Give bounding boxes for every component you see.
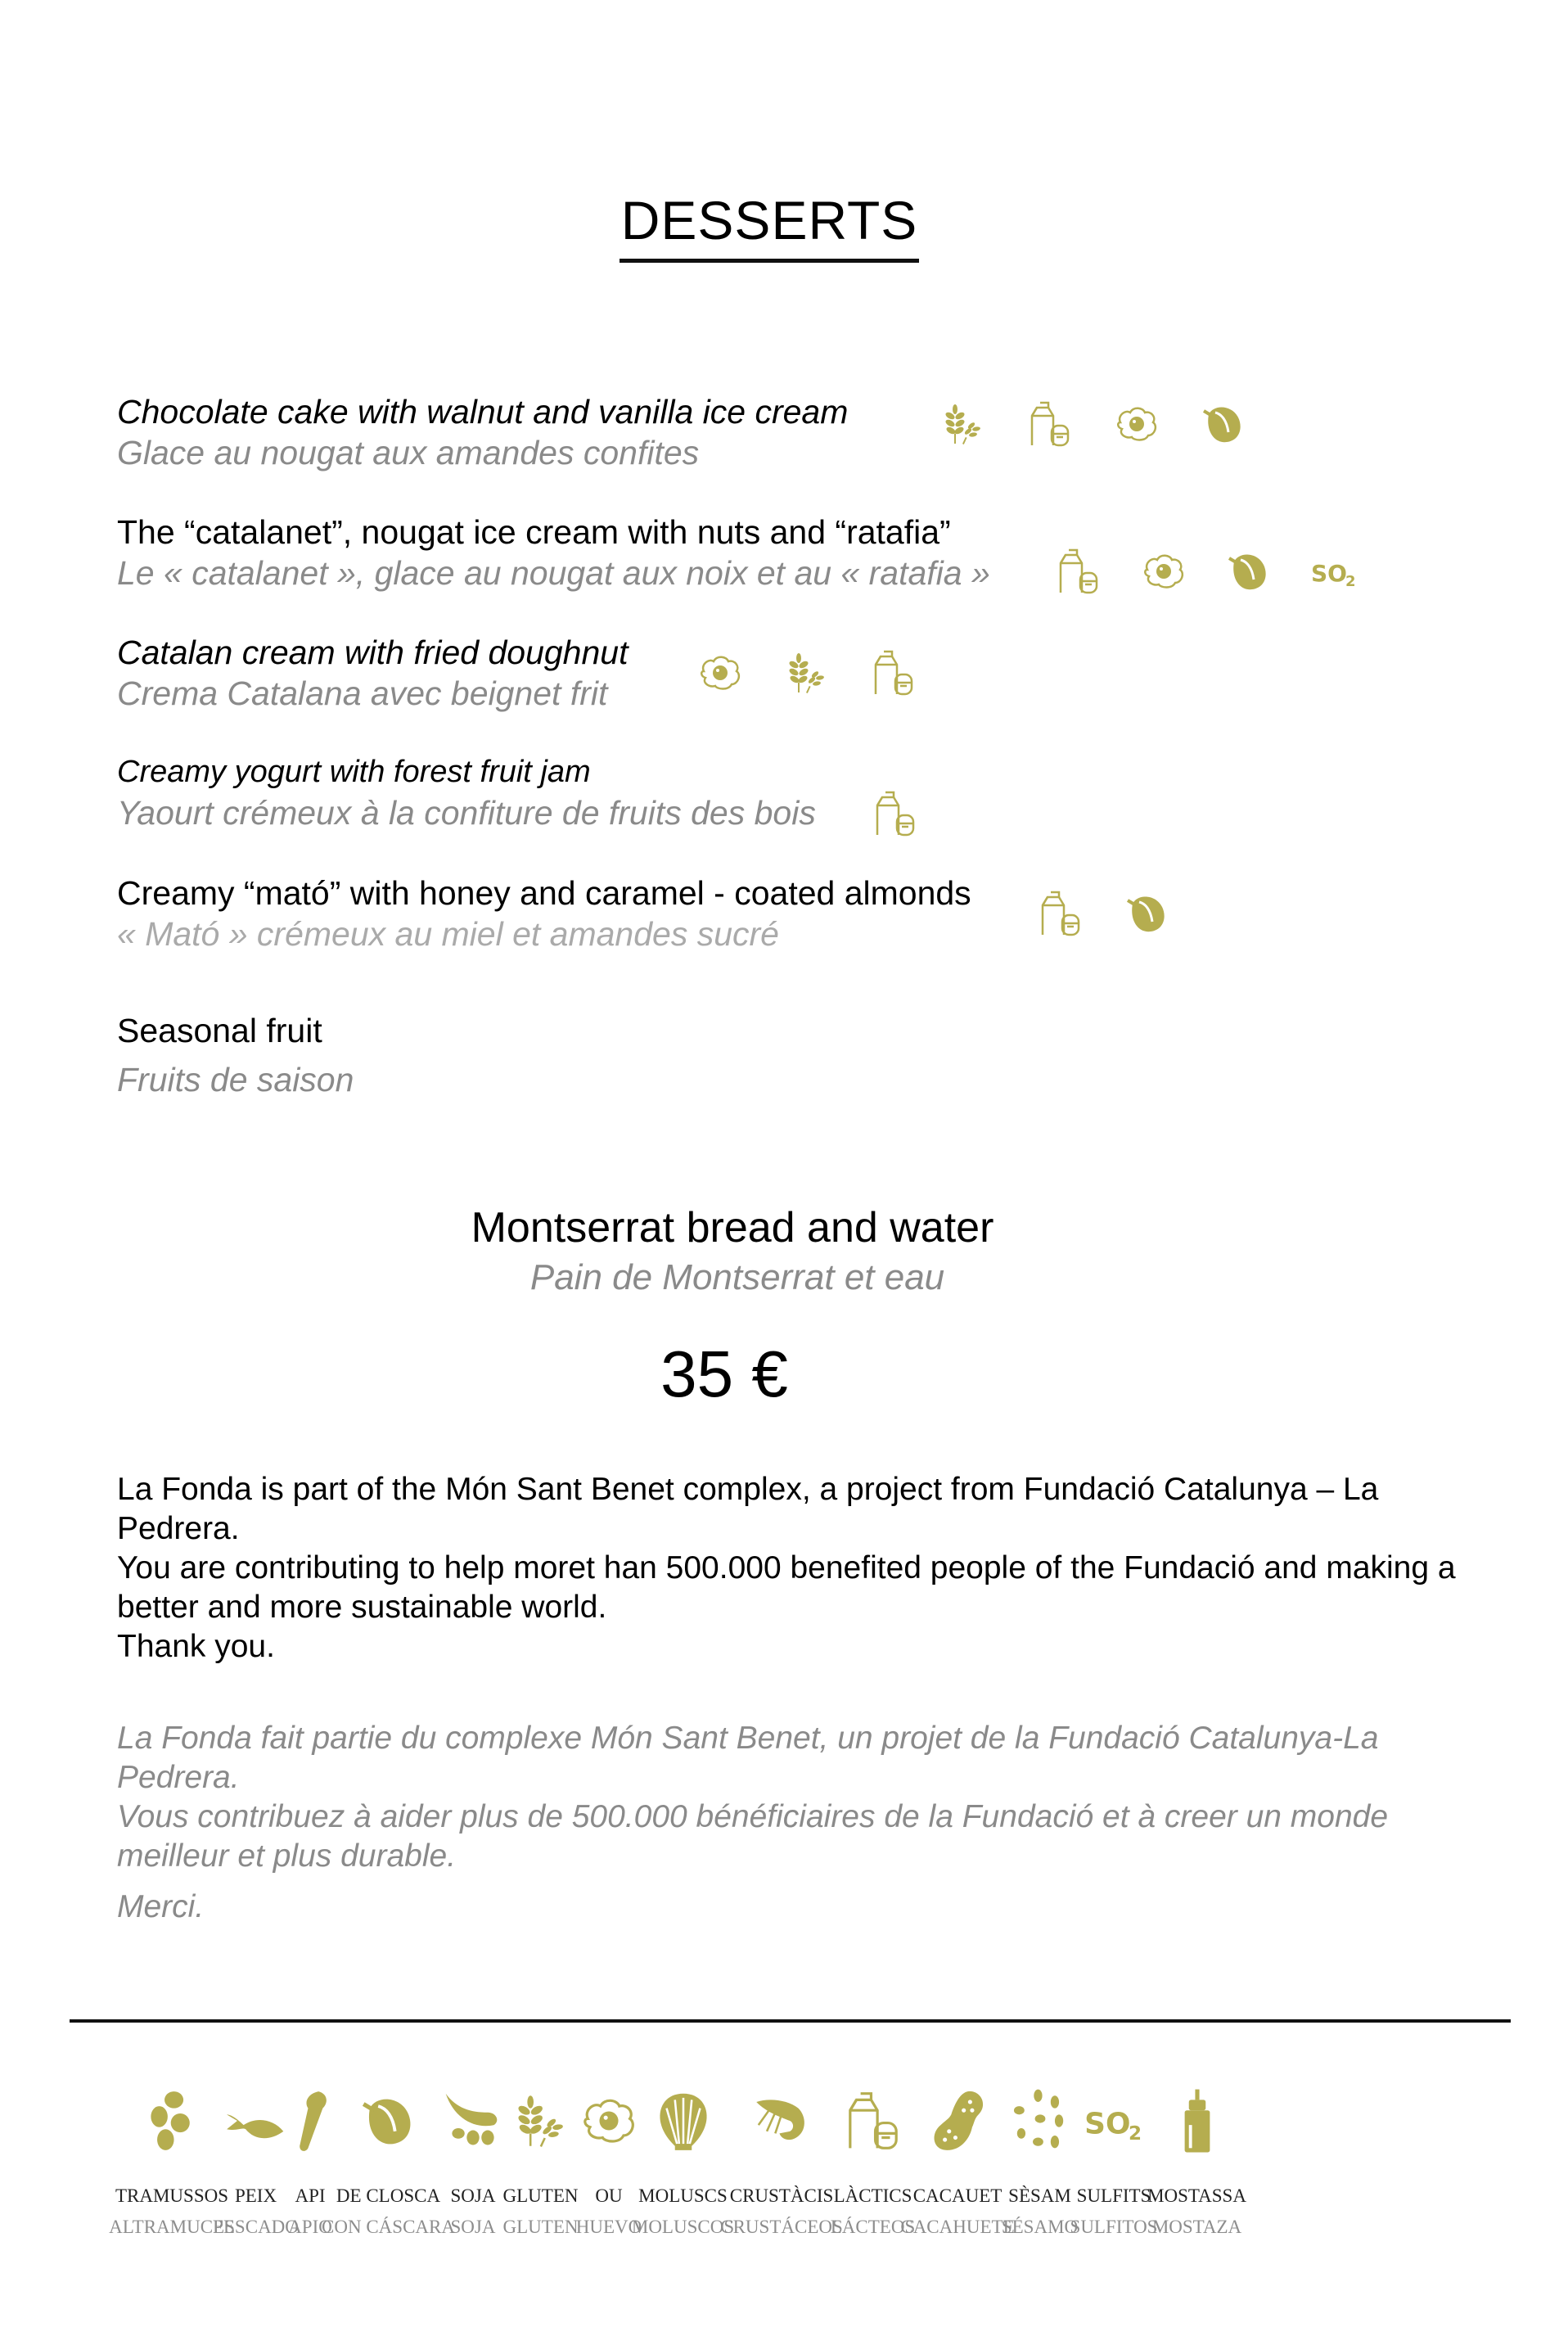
menu-item <box>117 873 971 954</box>
egg-icon <box>575 2087 642 2154</box>
item-name: Creamy “mató” with honey and caramel - coated almonds <box>117 874 971 912</box>
info-line: Vous contribuez à aider plus de 500.000 bénéficiaires de la Fundació et à creer un monde meilleur et plus durable. <box>117 1799 1389 1874</box>
menu-price: 35 € <box>660 1337 788 1410</box>
allergen-name-spanish: LÁCTEOS <box>830 2217 916 2237</box>
svg-text:2: 2 <box>1345 573 1356 590</box>
egg-icon <box>1111 398 1163 450</box>
item-translation: Crema Catalana avec beignet frit <box>117 674 608 712</box>
soy-icon <box>439 2087 507 2154</box>
mustard-icon <box>1164 2087 1231 2154</box>
allergen-legend-item <box>447 2079 499 2238</box>
info-line: La Fonda is part of the Món Sant Benet complex, a project from Fundació Catalunya – La Pedrera. <box>117 1472 1379 1546</box>
menu-item <box>117 512 990 593</box>
info-line: Thank you. <box>117 1629 275 1664</box>
info-french <box>117 1719 1508 1927</box>
allergen-name-spanish: ALTRAMUCES <box>109 2217 235 2237</box>
item-name: The “catalanet”, nougat ice cream with nuts and “ratafia” <box>117 513 951 551</box>
item-translation: Le « catalanet », glace au nougat aux noix et au « ratafia » <box>117 554 990 592</box>
allergen-name-spanish: MOLUSCOS <box>631 2217 735 2237</box>
allergen-name-catalan: OU <box>595 2185 623 2206</box>
allergen-legend-item <box>213 2079 299 2238</box>
nuts-icon <box>1197 398 1250 450</box>
dairy-icon <box>1034 887 1087 940</box>
allergen-name-spanish: CRUSTÁCEOS <box>720 2217 843 2237</box>
sulphites-icon <box>1080 2087 1147 2154</box>
item-translation: Yaourt crémeux à la confiture de fruits des bois <box>117 794 816 832</box>
celery-icon <box>277 2087 344 2154</box>
item-allergens <box>937 398 1250 450</box>
menu-item <box>117 391 848 473</box>
menu-item <box>117 1010 354 1100</box>
info-line: You are contributing to help moret han 500.000 benefited people of the Fundació and making a better and more sustainable world. <box>117 1550 1456 1625</box>
info-english <box>117 1470 1508 1667</box>
svg-text:SO: SO <box>1084 2107 1131 2141</box>
allergen-legend-item <box>575 2079 642 2238</box>
allergen-name-spanish: APIO <box>288 2217 332 2237</box>
item-translation: Glace au nougat aux amandes confites <box>117 434 700 471</box>
menu-item <box>117 751 816 833</box>
nuts-icon <box>355 2087 422 2154</box>
allergen-name-catalan: CRUSTÀCIS <box>729 2185 834 2206</box>
allergen-legend-item <box>1001 2079 1079 2238</box>
dairy-icon <box>1052 545 1105 598</box>
allergen-legend-item <box>830 2079 916 2238</box>
allergen-name-spanish: PESCADO <box>213 2217 299 2237</box>
allergen-name-spanish: CACAHUETE <box>900 2217 1015 2237</box>
allergen-name-spanish: SULFITOS <box>1070 2217 1158 2237</box>
item-translation: « Mató » crémeux au miel et amandes sucré <box>117 915 779 953</box>
allergen-name-catalan: DE CLOSCA <box>336 2185 441 2206</box>
divider <box>70 2019 1511 2023</box>
dairy-icon <box>840 2087 907 2154</box>
gluten-icon <box>507 2087 574 2154</box>
allergen-legend-item <box>288 2079 332 2238</box>
allergen-name-catalan: GLUTEN <box>502 2185 579 2206</box>
peanut-icon <box>924 2087 991 2154</box>
sulphites-icon <box>1308 545 1360 598</box>
item-allergens <box>869 787 921 840</box>
bread-and-price <box>0 1202 1465 1419</box>
sesame-icon <box>1007 2087 1074 2154</box>
allergen-name-spanish: CON CÁSCARA <box>322 2217 455 2237</box>
item-allergens <box>694 647 920 699</box>
bread-title: Montserrat bread and water <box>471 1204 994 1252</box>
item-name: Chocolate cake with walnut and vanilla ice cream <box>117 393 849 431</box>
allergen-legend <box>109 2079 1514 2238</box>
allergen-name-spanish: SOJA <box>450 2217 496 2237</box>
nuts-icon <box>1121 887 1174 940</box>
allergen-name-catalan: CACAUET <box>912 2185 1003 2206</box>
title-text: DESSERTS <box>620 185 920 263</box>
egg-icon <box>694 647 746 699</box>
allergen-name-spanish: GLUTEN <box>502 2217 579 2237</box>
item-allergens <box>1052 545 1360 598</box>
svg-text:SO: SO <box>1311 560 1347 587</box>
allergen-legend-item <box>720 2079 843 2238</box>
menu-item <box>117 632 628 714</box>
gluten-icon <box>937 398 989 450</box>
allergen-name-catalan: SULFITS <box>1076 2185 1151 2206</box>
info-line: La Fonda fait partie du complexe Món Sant Benet, un projet de la Fundació Catalunya-La Pedrera. <box>117 1721 1379 1795</box>
allergen-name-catalan: API <box>295 2185 326 2206</box>
allergen-name-catalan: MOSTASSA <box>1147 2185 1246 2206</box>
item-name: Creamy yogurt with forest fruit jam <box>117 755 591 789</box>
allergen-legend-item <box>322 2079 455 2238</box>
allergen-legend-item <box>1070 2079 1158 2238</box>
allergen-name-catalan: PEIX <box>234 2185 277 2206</box>
allergen-legend-item <box>900 2079 1015 2238</box>
svg-text:2: 2 <box>1128 2123 1142 2145</box>
item-name: Catalan cream with fried doughnut <box>117 634 629 671</box>
allergen-name-catalan: TRAMUSSOS <box>115 2185 229 2206</box>
lupin-icon <box>138 2087 205 2154</box>
page-title <box>0 185 1539 263</box>
allergen-legend-item <box>631 2079 735 2238</box>
bread-subtitle: Pain de Montserrat et eau <box>529 1257 945 1297</box>
allergen-name-spanish: SÉSAMO <box>1001 2217 1079 2237</box>
allergen-name-spanish: MOSTAZA <box>1151 2217 1242 2237</box>
item-allergens <box>1034 887 1174 940</box>
crustacean-icon <box>748 2087 815 2154</box>
gluten-icon <box>781 647 833 699</box>
item-name: Seasonal fruit <box>117 1012 322 1049</box>
allergen-name-catalan: SOJA <box>450 2185 496 2206</box>
item-translation: Fruits de saison <box>117 1061 354 1098</box>
allergen-name-catalan: LÀCTICS <box>833 2185 912 2206</box>
info-line: Merci. <box>117 1889 205 1924</box>
allergen-legend-item <box>502 2079 579 2238</box>
egg-icon <box>1138 545 1190 598</box>
nuts-icon <box>1223 545 1275 598</box>
allergen-name-catalan: SÈSAM <box>1008 2185 1071 2206</box>
dairy-icon <box>869 787 921 840</box>
allergen-legend-item <box>1147 2079 1246 2238</box>
mollusc-icon <box>650 2087 717 2154</box>
allergen-name-catalan: MOLUSCS <box>638 2185 728 2206</box>
allergen-name-spanish: HUEVO <box>575 2217 642 2237</box>
allergen-legend-item <box>109 2079 235 2238</box>
dairy-icon <box>1024 398 1076 450</box>
dairy-icon <box>867 647 920 699</box>
